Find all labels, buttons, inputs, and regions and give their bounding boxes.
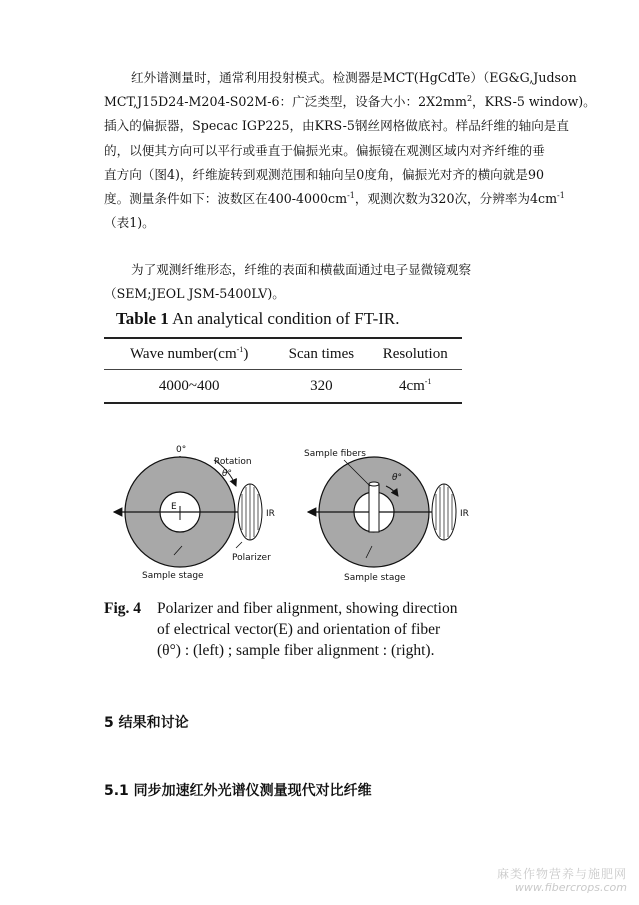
subsection-heading: 5.1 同步加速红外光谱仪测量现代对比纤维 [104,783,372,799]
table-header-row [104,338,462,370]
table-caption-text: An analytical condition of FT-IR. [168,309,400,328]
sample-stage-label: Sample stage [344,573,406,583]
rotation-label: Rotation [214,457,252,467]
figure-caption [104,598,504,661]
text-line: 的，以便其方向可以平行或垂直于偏振光束。偏振镜在观测区域内对齐纤维的垂 [104,142,545,158]
ir-label: IR [460,509,469,519]
theta-label: θ° [222,469,233,479]
sample-fiber-bundle [369,484,379,532]
table-caption [116,309,536,329]
figure-4 [104,434,488,594]
cell-wave-number: 4000~400 [158,377,220,394]
analytical-condition-table [104,337,462,404]
paragraph-sem [104,258,544,306]
ir-label: IR [266,509,275,519]
header-scan-times: Scan times [288,345,355,362]
text-line: 为了观测纤维形态，纤维的表面和横截面通过电子显微镜观察 [131,262,472,277]
polarizer-label: Polarizer [232,553,271,563]
left-diagram [114,445,275,581]
text-line: 插入的偏振器，Specac IGP225，由KRS-5钢丝网格做底衬。样品纤维的轴向是直 [104,118,569,134]
text-line: MCT,J15D24-M204-S02M-6：广泛类型，设备大小：$2X2mm^2$，KRS-5 window)。 [104,94,596,110]
paragraph-detector [104,66,596,235]
caption-line: Fig. 4 Polarizer and fiber alignment, showing direction [104,600,458,617]
watermark: 麻类作物营养与施肥网 www.fibercrops.com [496,867,627,894]
zero-degree-label: 0° [176,445,187,455]
cell-resolution: $4cm^{-1}$ [398,376,432,394]
e-vector-label: E [171,502,177,512]
right-diagram [304,449,469,583]
figure-4-diagram [104,434,488,594]
text-line: 红外谱测量时，通常利用投射模式。检测器是MCT(HgCdTe）（EG&G,Judson [131,70,577,85]
text-line: （表1)。 [104,215,155,231]
theta-label: θ° [392,473,403,483]
header-wave-number: Wave $number(cm^{-1})$ [129,344,249,362]
text-line: （SEM;JEOL JSM-5400LV)。 [104,286,285,302]
text-line: 度。测量条件如下：波数区在$400-4000cm^{-1}$，观测次数为320次，分辨率为$4cm^{-1}$ [104,190,565,207]
caption-line: (θ°) : (left) ; sample fiber alignment : (right). [157,642,435,659]
cell-scan-times: 320 [310,377,333,394]
table-row [104,370,462,404]
sample-stage-label: Sample stage [142,571,204,581]
figure-label: Fig. 4 [104,600,142,617]
section-heading: 5 结果和讨论 [104,715,189,731]
header-resolution: Resolution [382,345,448,362]
sample-fibers-label: Sample fibers [304,449,366,459]
table-label: Table 1 [116,309,169,328]
caption-line: of electrical vector(E) and orientation of fiber [157,621,441,638]
text-line: 直方向（图4)，纤维旋转到观测范围和轴向呈0度角，偏振光对齐的横向就是90 [104,166,544,182]
